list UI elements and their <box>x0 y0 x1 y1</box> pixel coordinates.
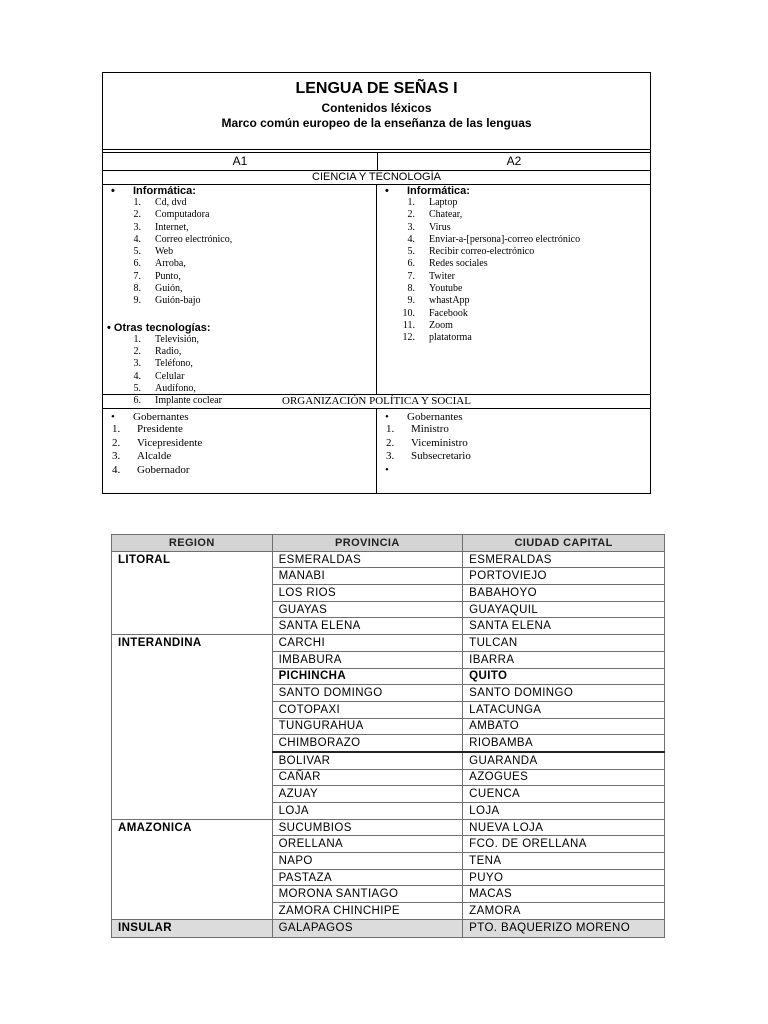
province-cell: TUNGURAHUA <box>272 718 463 735</box>
list-item <box>103 295 376 307</box>
item-number: 4. <box>133 233 141 245</box>
list-item <box>377 209 650 221</box>
a2-gobernantes-heading: • Gobernantes <box>385 411 463 423</box>
bullet-icon: • <box>111 185 115 197</box>
item-number: 2. <box>133 209 141 221</box>
province-cell: ORELLANA <box>272 836 463 853</box>
a1-politics-cell <box>103 409 377 493</box>
list-item <box>103 423 376 437</box>
item-text: Subsecretario <box>411 450 471 463</box>
capital-cell: CUENCA <box>463 786 665 803</box>
list-item <box>103 209 376 221</box>
bullet-icon: • <box>385 185 389 197</box>
item-text: platatorma <box>429 332 472 344</box>
province-cell: GALAPAGOS <box>272 919 463 937</box>
province-cell: CARCHI <box>272 635 463 652</box>
item-text: Virus <box>429 221 451 233</box>
item-number: 3. <box>133 358 141 370</box>
capital-cell: BABAHOYO <box>463 585 665 602</box>
item-number: 12. <box>402 332 415 344</box>
item-number: 11. <box>402 319 415 331</box>
item-number: 1. <box>407 197 415 208</box>
province-cell: MORONA SANTIAGO <box>272 886 463 903</box>
item-number: 1. <box>133 333 141 345</box>
list-item <box>103 358 376 370</box>
item-number: 7. <box>407 270 415 282</box>
province-cell: CAÑAR <box>272 769 463 786</box>
capital-cell: GUAYAQUIL <box>463 601 665 618</box>
item-text: Ministro <box>411 423 449 435</box>
list-item <box>377 258 650 270</box>
table-row <box>112 819 665 836</box>
item-text: Guión, <box>155 283 183 295</box>
item-number: 8. <box>133 283 141 295</box>
capital-cell: LATACUNGA <box>463 701 665 718</box>
bullet-icon: • <box>107 321 111 334</box>
a1-gobernantes-heading: • Gobernantes <box>111 411 189 423</box>
item-number: 5. <box>133 382 141 394</box>
level-a1: A1 <box>103 153 378 170</box>
item-text: Alcalde <box>137 450 172 463</box>
capital-cell: SANTO DOMINGO <box>463 685 665 702</box>
item-number: 4. <box>407 233 415 245</box>
item-number: 3. <box>407 221 415 233</box>
province-cell: SANTA ELENA <box>272 618 463 635</box>
item-number: 1. <box>112 423 121 435</box>
list-item <box>377 234 650 246</box>
item-text: Televisión, <box>155 333 200 345</box>
item-text: Web <box>155 246 174 258</box>
capital-cell: NUEVA LOJA <box>463 819 665 836</box>
list-item <box>377 271 650 283</box>
region-cell: INSULAR <box>112 919 273 937</box>
capital-cell: MACAS <box>463 886 665 903</box>
list-item <box>103 234 376 246</box>
province-cell: GUAYAS <box>272 601 463 618</box>
item-number: 5. <box>407 246 415 258</box>
item-text: Facebook <box>429 307 468 319</box>
region-cell: LITORAL <box>112 551 273 634</box>
provinces-table <box>111 534 665 938</box>
a2-informatica-list <box>377 197 650 345</box>
list-item <box>377 450 650 464</box>
capital-cell: ESMERALDAS <box>463 551 665 568</box>
capital-cell: GUARANDA <box>463 752 665 769</box>
bullet-icon: • <box>111 411 115 423</box>
capital-cell: AMBATO <box>463 718 665 735</box>
capital-cell: SANTA ELENA <box>463 618 665 635</box>
capital-cell: FCO. DE ORELLANA <box>463 836 665 853</box>
item-number: 6. <box>407 258 415 270</box>
a1-otras-heading: • Otras tecnologías: <box>107 321 211 334</box>
item-number: 10. <box>402 307 415 319</box>
document-title: LENGUA DE SEÑAS I <box>295 80 458 97</box>
list-item <box>103 283 376 295</box>
item-text: Teléfono, <box>155 358 193 370</box>
province-cell: LOS RIOS <box>272 585 463 602</box>
item-text: Redes sociales <box>429 258 488 270</box>
list-item <box>103 258 376 270</box>
lexicon-table <box>102 72 651 494</box>
province-cell: CHIMBORAZO <box>272 735 463 752</box>
item-text: Implante coclear <box>155 395 222 407</box>
list-item <box>377 437 650 451</box>
list-item <box>377 423 650 437</box>
list-item <box>103 271 376 283</box>
item-text: Radio, <box>155 345 182 357</box>
province-cell: SUCUMBIOS <box>272 819 463 836</box>
capital-cell: AZOGUES <box>463 769 665 786</box>
item-text: Zoom <box>429 319 453 331</box>
list-item <box>103 371 376 383</box>
list-item <box>377 308 650 320</box>
list-item <box>377 246 650 258</box>
item-number: 2. <box>112 436 121 449</box>
province-cell: NAPO <box>272 853 463 870</box>
region-cell: AMAZONICA <box>112 819 273 919</box>
item-number: 2. <box>133 345 141 357</box>
bullet-icon: • <box>385 411 389 423</box>
capital-cell: QUITO <box>463 668 665 685</box>
item-text: Viceministro <box>411 436 468 449</box>
empty-bullet <box>377 464 650 476</box>
list-item <box>103 334 376 346</box>
item-number: 9. <box>133 295 141 307</box>
table-header-row <box>112 535 665 552</box>
province-cell: AZUAY <box>272 786 463 803</box>
a2-informatica-heading: • Informática: <box>385 185 470 197</box>
capital-cell: LOJA <box>463 803 665 820</box>
item-text: whastApp <box>429 295 470 307</box>
list-item <box>103 464 376 478</box>
table-row <box>112 635 665 652</box>
item-number: 6. <box>133 395 141 407</box>
capital-cell: RIOBAMBA <box>463 735 665 752</box>
item-number: 8. <box>407 283 415 295</box>
header-region: REGION <box>112 535 273 552</box>
politics-section-title: ORGANIZACIÓN POLÍTICA Y SOCIAL <box>103 395 650 409</box>
item-text: Vicepresidente <box>137 436 203 449</box>
item-text: Correo electrónico, <box>155 233 233 245</box>
list-item <box>103 450 376 464</box>
item-number: 3. <box>112 450 121 463</box>
item-number: 6. <box>133 258 141 270</box>
table-header <box>103 73 650 150</box>
capital-cell: TENA <box>463 853 665 870</box>
provinces-body <box>112 551 665 937</box>
list-item <box>103 197 376 209</box>
capital-cell: TULCAN <box>463 635 665 652</box>
a1-gobernantes-list <box>103 423 376 477</box>
list-item <box>377 295 650 307</box>
item-number: 1. <box>386 423 395 435</box>
list-item <box>103 383 376 395</box>
item-text: Youtube <box>429 283 463 295</box>
subtitle: Contenidos léxicos <box>321 101 432 115</box>
province-cell: ESMERALDAS <box>272 551 463 568</box>
province-cell: IMBABURA <box>272 651 463 668</box>
item-text: Laptop <box>429 197 458 208</box>
item-text: Twiter <box>429 270 455 282</box>
item-text: Internet, <box>155 221 189 233</box>
region-cell: INTERANDINA <box>112 635 273 820</box>
table-row <box>112 551 665 568</box>
list-item <box>103 346 376 358</box>
province-cell: SANTO DOMINGO <box>272 685 463 702</box>
province-cell: LOJA <box>272 803 463 820</box>
item-text: Celular <box>155 370 185 382</box>
province-cell: ZAMORA CHINCHIPE <box>272 903 463 920</box>
province-cell: MANABI <box>272 568 463 585</box>
a1-informatica-heading: • Informática: <box>111 185 196 197</box>
item-text: Punto, <box>155 270 181 282</box>
capital-cell: IBARRA <box>463 651 665 668</box>
item-text: Recibir correo-electrónico <box>429 246 535 258</box>
science-section-title: CIENCIA Y TECNOLOGÍA <box>103 171 650 185</box>
province-cell: PASTAZA <box>272 869 463 886</box>
capital-cell: PTO. BAQUERIZO MORENO <box>463 919 665 937</box>
province-cell: PICHINCHA <box>272 668 463 685</box>
item-text: Cd, dvd <box>155 197 187 208</box>
item-number: 3. <box>386 450 395 463</box>
header-provincia: PROVINCIA <box>272 535 463 552</box>
capital-cell: PUYO <box>463 869 665 886</box>
header-ciudad-capital: CIUDAD CAPITAL <box>463 535 665 552</box>
list-item <box>377 320 650 332</box>
list-item <box>377 197 650 209</box>
item-number: 4. <box>112 463 121 476</box>
province-cell: COTOPAXI <box>272 701 463 718</box>
a1-informatica-list <box>103 197 376 308</box>
province-cell: BOLIVAR <box>272 752 463 769</box>
item-text: Gobernador <box>137 463 190 476</box>
item-number: 5. <box>133 246 141 258</box>
item-number: 7. <box>133 270 141 282</box>
item-text: Chatear, <box>429 209 463 221</box>
list-item <box>103 222 376 234</box>
item-number: 3. <box>133 221 141 233</box>
item-text: Computadora <box>155 209 210 221</box>
item-text: Guión-bajo <box>155 295 201 307</box>
list-item <box>103 246 376 258</box>
list-item <box>377 332 650 344</box>
item-number: 2. <box>386 436 395 449</box>
politics-row <box>103 409 650 493</box>
item-number: 9. <box>407 295 415 307</box>
item-number: 2. <box>407 209 415 221</box>
list-item <box>377 283 650 295</box>
framework-line: Marco común europeo de la enseñanza de las lenguas <box>221 116 532 130</box>
list-item <box>377 222 650 234</box>
level-a2: A2 <box>506 154 522 168</box>
table-row <box>112 919 665 937</box>
list-item <box>103 437 376 451</box>
capital-cell: PORTOVIEJO <box>463 568 665 585</box>
item-text: Presidente <box>137 423 183 435</box>
item-text: Audífono, <box>155 382 196 394</box>
item-number: 4. <box>133 370 141 382</box>
level-row <box>103 153 650 171</box>
a2-gobernantes-list <box>377 423 650 464</box>
item-text: Enviar-a-[persona]-correo electrónico <box>429 233 581 245</box>
a2-politics-cell <box>377 409 650 493</box>
item-text: Arroba, <box>155 258 186 270</box>
bullet-icon: • <box>385 463 389 476</box>
capital-cell: ZAMORA <box>463 903 665 920</box>
item-number: 1. <box>133 197 141 208</box>
a2-science-cell <box>377 185 650 394</box>
